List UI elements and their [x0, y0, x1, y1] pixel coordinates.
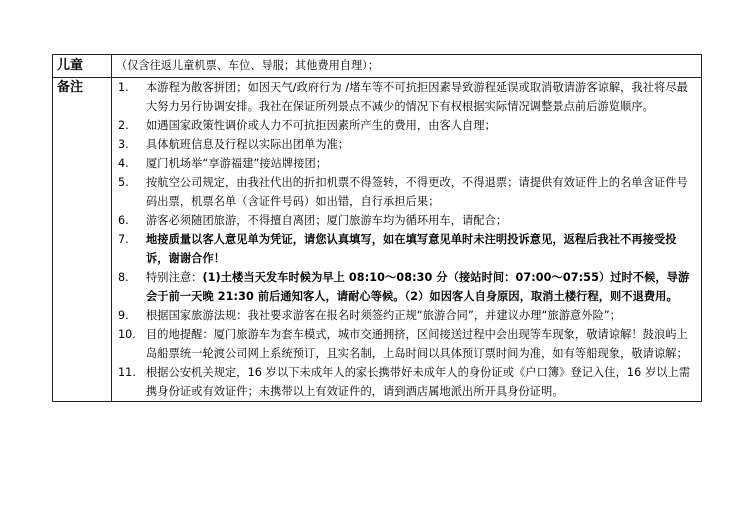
note-item-2: [116, 116, 697, 135]
note-number: 6.: [118, 214, 129, 227]
note-text: [146, 268, 697, 306]
note-item-6: [116, 211, 697, 230]
note-number: 1.: [118, 81, 129, 94]
note-item-7: [116, 230, 697, 268]
note-item-9: [116, 306, 697, 325]
note-item-10: [116, 325, 697, 363]
note-text: 厦门机场举“享游福建”接站牌接团；: [146, 157, 328, 170]
note-number: 5.: [118, 176, 129, 189]
note-text: 本游程为散客拼团；如因天气/政府行为 /堵车等不可抗拒因素导致游程延误或取消敬请游客谅解，我社将尽最大努力另行协调安排。我社在保证所列景点不减少的情况下有权根据实际情况调整景点前后游览顺序。: [146, 81, 688, 113]
notes-cell: [112, 78, 702, 402]
note-text: 根据公安机关规定，16 岁以下未成年人的家长携带好未成年人的身份证或《户口簿》登记入住，16 岁以上需携身份证或有效证件；未携带以上有效证件的，请到酒店属地派出所开具身份证明。: [146, 366, 691, 398]
note-item-3: [116, 135, 697, 154]
note-text: 地接质量以客人意见单为凭证，请您认真填写，如在填写意见单时未注明投诉意见，返程后我社不再接受投诉，谢谢合作！: [146, 233, 677, 265]
note-item-1: [116, 78, 697, 116]
child-row: [53, 55, 702, 78]
note-number: 2.: [118, 119, 129, 132]
note-text: 具体航班信息及行程以实际出团单为准；: [146, 138, 350, 151]
note-bold-text: (1)土楼当天发车时候为早上 08:10～08:30 分（接站时间：07:00～07:55）过时不候，导游会于前一天晚 21:30 前后通知客人，请耐心等候。（2）如因客人自身原因，取消土楼行程，则不退费用。: [146, 271, 690, 303]
note-text: 按航空公司规定，由我社代出的折扣机票不得签转，不得更改，不得退票；请提供有效证件上的名单含证件号码出票，机票名单（含证件号码）如出错，自行承担后果；: [146, 176, 688, 208]
note-number: 8.: [118, 271, 129, 284]
note-text: 游客必须随团旅游，不得擅自离团；厦门旅游车均为循环用车，请配合；: [146, 214, 508, 227]
note-number: 3.: [118, 138, 129, 151]
note-number: 10.: [118, 328, 136, 341]
note-item-4: [116, 154, 697, 173]
child-label: 儿童: [53, 55, 112, 78]
note-item-8: [116, 268, 697, 306]
notes-list: [116, 78, 697, 401]
note-item-5: [116, 173, 697, 211]
child-text: （仅含往返儿童机票、车位、导服；其他费用自理）；: [112, 55, 702, 78]
note-text: 目的地提醒：厦门旅游车为套车模式，城市交通拥挤，区间接送过程中会出现等车现象，敬请谅解！鼓浪屿上岛船票统一轮渡公司网上系统预订，且实名制，上岛时间以具体预订票时间为准，如有等船现象，敬请谅解；: [146, 328, 688, 360]
notes-label: 备注: [53, 78, 112, 402]
note-number: 11.: [118, 366, 136, 379]
note-prefix: 特别注意：: [146, 271, 203, 284]
note-number: 4.: [118, 157, 129, 170]
note-number: 9.: [118, 309, 129, 322]
note-text: 如遇国家政策性调价或人力不可抗拒因素所产生的费用，由客人自理；: [146, 119, 496, 132]
note-item-11: [116, 363, 697, 401]
note-text: 根据国家旅游法规：我社要求游客在报名时须签约正规“旅游合同”，并建议办理“旅游意外险”；: [146, 309, 622, 322]
note-number: 7.: [118, 233, 129, 246]
itinerary-table: [52, 54, 702, 402]
notes-row: [53, 78, 702, 402]
